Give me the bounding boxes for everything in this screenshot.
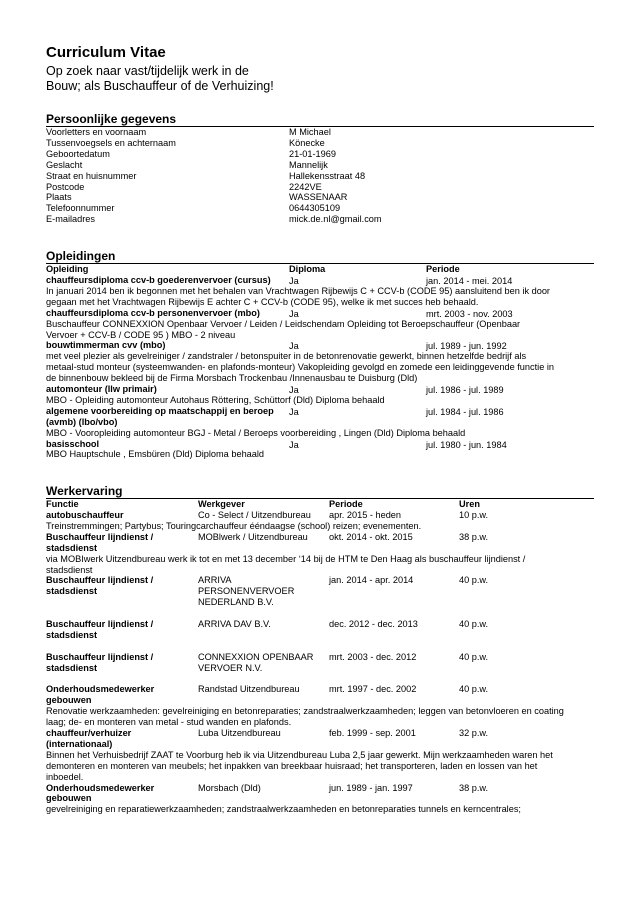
experience-hours: 10 p.w. xyxy=(459,510,489,520)
experience-col-periode: Periode xyxy=(329,499,363,509)
education-period: mrt. 2003 - nov. 2003 xyxy=(426,308,513,319)
experience-hours: 40 p.w. xyxy=(459,651,489,662)
education-name: bouwtimmerman cvv (mbo) xyxy=(46,340,166,351)
education-name: (avmb) (lbo/vbo) xyxy=(46,416,118,427)
education-heading: Opleidingen xyxy=(46,249,116,263)
education-name: automonteur (llw primair) xyxy=(46,384,157,394)
experience-werkgever: CONNEXXION OPENBAAR xyxy=(198,651,314,662)
experience-description: gevelreiniging en reparatiewerkzaamheden; zandstraalwerkzaamheden en betonreparaties tunnels en kerncentrales; xyxy=(46,804,521,815)
experience-functie: Buschauffeur lijndienst / xyxy=(46,575,154,586)
experience-functie: Onderhoudsmedewerker xyxy=(46,782,155,793)
experience-description: via MOBIwerk Uitzendbureau werk ik tot en met 13 december ‘14 bij de HTM te Den Haag als buschauffeur lijndienst / xyxy=(46,553,526,564)
education-description: Buschauffeur CONNEXXION Openbaar Vervoer / Leiden / Leidschendam Opleiding tot Beroepschauffeur (Openbaar xyxy=(46,318,521,329)
education-name: algemene voorbereiding op maatschappij en beroep xyxy=(46,405,274,416)
experience-description: Treinstremmingen; Partybus; Touringcarchauffeur ééndaagse (school) reizen; evenementen. xyxy=(46,520,422,531)
education-diploma: Ja xyxy=(289,406,299,417)
education-diploma: Ja xyxy=(289,385,299,395)
experience-description: stadsdienst xyxy=(46,564,93,575)
experience-description: laag; de- en monteren van metal - stud wanden en plafonds. xyxy=(46,717,292,728)
experience-heading: Werkervaring xyxy=(46,484,123,498)
experience-period: mrt. 2003 - dec. 2012 xyxy=(329,651,417,662)
experience-col-uren: Uren xyxy=(459,499,480,509)
personal-heading: Persoonlijke gegevens xyxy=(46,112,177,126)
education-diploma: Ja xyxy=(289,341,299,352)
education-period: jul. 1980 - jun. 1984 xyxy=(426,439,507,450)
experience-col-functie: Functie xyxy=(46,499,79,509)
experience-functie: gebouwen xyxy=(46,695,92,706)
experience-period: dec. 2012 - dec. 2013 xyxy=(329,619,418,629)
experience-period: okt. 2014 - okt. 2015 xyxy=(329,531,413,542)
experience-werkgever: VERVOER N.V. xyxy=(198,662,263,673)
personal-value: 2242VE xyxy=(289,181,322,192)
experience-divider xyxy=(46,498,594,499)
personal-label: Straat en huisnummer xyxy=(46,170,137,181)
education-description: In januari 2014 ben ik begonnen met het behalen van Vrachtwagen Rijbewijs C + CCV-b (CODE 95) aansluitend ben ik door xyxy=(46,285,550,296)
education-col-diploma: Diploma xyxy=(289,264,326,274)
education-name: chauffeursdiploma ccv-b personenvervoer (mbo) xyxy=(46,307,260,318)
personal-value: Mannelijk xyxy=(289,159,328,170)
experience-werkgever: Morsbach (Dld) xyxy=(198,782,261,793)
education-description: MBO - Vooropleiding automonteur BGJ - Metal / Beroeps voorbereiding , Lingen (Dld) Diploma behaald xyxy=(46,427,466,438)
experience-werkgever: NEDERLAND B.V. xyxy=(198,597,274,608)
experience-functie: Buschauffeur lijndienst / xyxy=(46,619,154,629)
experience-werkgever: PERSONENVERVOER xyxy=(198,586,295,597)
experience-description: Renovatie werkzaamheden: gevelreiniging en betonreparaties; zandstraalwerkzaamheden; leggen van betonvloeren en coating xyxy=(46,706,564,717)
experience-description: demonteren en monteren van meubels; het inpakken van breekbaar huisraad; het transporteren, laden en lossen van het xyxy=(46,760,538,771)
experience-werkgever: Luba Uitzendbureau xyxy=(198,728,281,738)
experience-hours: 40 p.w. xyxy=(459,619,489,629)
subtitle-line-2: Bouw; als Buschauffeur of de Verhuizing! xyxy=(46,79,274,93)
education-period: jan. 2014 - mei. 2014 xyxy=(426,276,513,286)
education-period: jul. 1989 - jun. 1992 xyxy=(426,341,507,352)
education-diploma: Ja xyxy=(289,308,299,319)
personal-label: Tussenvoegsels en achternaam xyxy=(46,137,176,148)
personal-label: Plaats xyxy=(46,192,72,203)
personal-label: Geslacht xyxy=(46,159,83,170)
experience-hours: 38 p.w. xyxy=(459,531,489,542)
experience-functie: stadsdienst xyxy=(46,629,98,640)
experience-functie: stadsdienst xyxy=(46,586,98,597)
experience-hours: 32 p.w. xyxy=(459,728,489,738)
education-description: Vervoer + CCV-B / CODE 95 ) MBO - 2 niveau xyxy=(46,329,236,340)
education-diploma: Ja xyxy=(289,276,299,286)
experience-functie: Onderhoudsmedewerker xyxy=(46,684,155,695)
page-title: Curriculum Vitae xyxy=(46,44,166,61)
experience-period: apr. 2015 - heden xyxy=(329,510,402,520)
personal-label: E-mailadres xyxy=(46,214,96,225)
education-period: jul. 1986 - jul. 1989 xyxy=(426,385,504,395)
experience-werkgever: MOBlwerk / Uitzendbureau xyxy=(198,531,308,542)
personal-value: 21-01-1969 xyxy=(289,148,336,159)
experience-functie: autobuschauffeur xyxy=(46,510,124,520)
education-description: metaal-stud monteur (systeemwanden- en plafonds-monteur) Vakopleiding gevolgd en zomede een leidinggevende functie in xyxy=(46,362,555,373)
education-description: MBO - Opleiding automonteur Autohaus Röttering, Schüttorf (Dld) Diploma behaald xyxy=(46,394,385,405)
personal-value: 0644305109 xyxy=(289,203,341,214)
experience-werkgever: Co - Select / Uitzendbureau xyxy=(198,510,311,520)
education-description: met veel plezier als gevelreiniger / zandstraler / betonspuiter in de betonrenovatie gewerkt, binnen hetzelfde bedrijf als xyxy=(46,351,527,362)
personal-value: mick.de.nl@gmail.com xyxy=(289,214,382,225)
personal-value: WASSENAAR xyxy=(289,192,348,203)
experience-description: Binnen het Verhuisbedrijf ZAAT te Voorburg heb ik via Uitzendbureau Luba 2,5 jaar gewerkt. Mijn werkzaamheden waren het xyxy=(46,749,553,760)
education-period: jul. 1984 - jul. 1986 xyxy=(426,406,504,417)
experience-col-werkgever: Werkgever xyxy=(198,499,245,509)
experience-description: inboedel. xyxy=(46,771,84,782)
experience-functie: Buschauffeur lijndienst / xyxy=(46,651,154,662)
experience-functie: stadsdienst xyxy=(46,662,98,673)
education-description: MBO Hauptschule , Emsbüren (Dld) Diploma behaald xyxy=(46,449,265,460)
experience-hours: 38 p.w. xyxy=(459,782,489,793)
personal-value: Könecke xyxy=(289,137,325,148)
education-description: gegaan met het Vrachtwagen Rijbewijs E achter C + CCV-b (CODE 95), welke ik met succes heb behaald. xyxy=(46,296,479,307)
experience-functie: gebouwen xyxy=(46,793,92,804)
subtitle-line-1: Op zoek naar vast/tijdelijk werk in de xyxy=(46,64,249,78)
experience-period: jan. 2014 - apr. 2014 xyxy=(329,575,414,586)
experience-functie: stadsdienst xyxy=(46,542,98,553)
experience-period: jun. 1989 - jan. 1997 xyxy=(329,782,413,793)
experience-period: mrt. 1997 - dec. 2002 xyxy=(329,684,417,695)
education-name: chauffeursdiploma ccv-b goederenvervoer (cursus) xyxy=(46,275,271,285)
personal-label: Voorletters en voornaam xyxy=(46,127,147,137)
experience-hours: 40 p.w. xyxy=(459,684,489,695)
experience-werkgever: ARRIVA DAV B.V. xyxy=(198,619,271,629)
personal-value: M Michael xyxy=(289,127,331,137)
personal-label: Postcode xyxy=(46,181,85,192)
personal-label: Geboortedatum xyxy=(46,148,110,159)
education-diploma: Ja xyxy=(289,439,299,450)
education-description: de binnenbouw bekleed bij de Firma Morsbach Trockenbau /Innenausbau te Duisburg (Dld) xyxy=(46,373,418,384)
experience-werkgever: Randstad Uitzendbureau xyxy=(198,684,300,695)
education-name: basisschool xyxy=(46,438,100,449)
education-col-opleiding: Opleiding xyxy=(46,264,89,274)
experience-hours: 40 p.w. xyxy=(459,575,489,586)
personal-value: Hallekensstraat 48 xyxy=(289,170,366,181)
experience-functie: Buschauffeur lijndienst / xyxy=(46,531,154,542)
experience-functie: chauffeur/verhuizer xyxy=(46,728,132,738)
experience-werkgever: ARRIVA xyxy=(198,575,232,586)
personal-label: Telefoonnummer xyxy=(46,203,115,214)
education-col-periode: Periode xyxy=(426,264,460,274)
experience-functie: (internationaal) xyxy=(46,738,113,749)
experience-period: feb. 1999 - sep. 2001 xyxy=(329,728,416,738)
